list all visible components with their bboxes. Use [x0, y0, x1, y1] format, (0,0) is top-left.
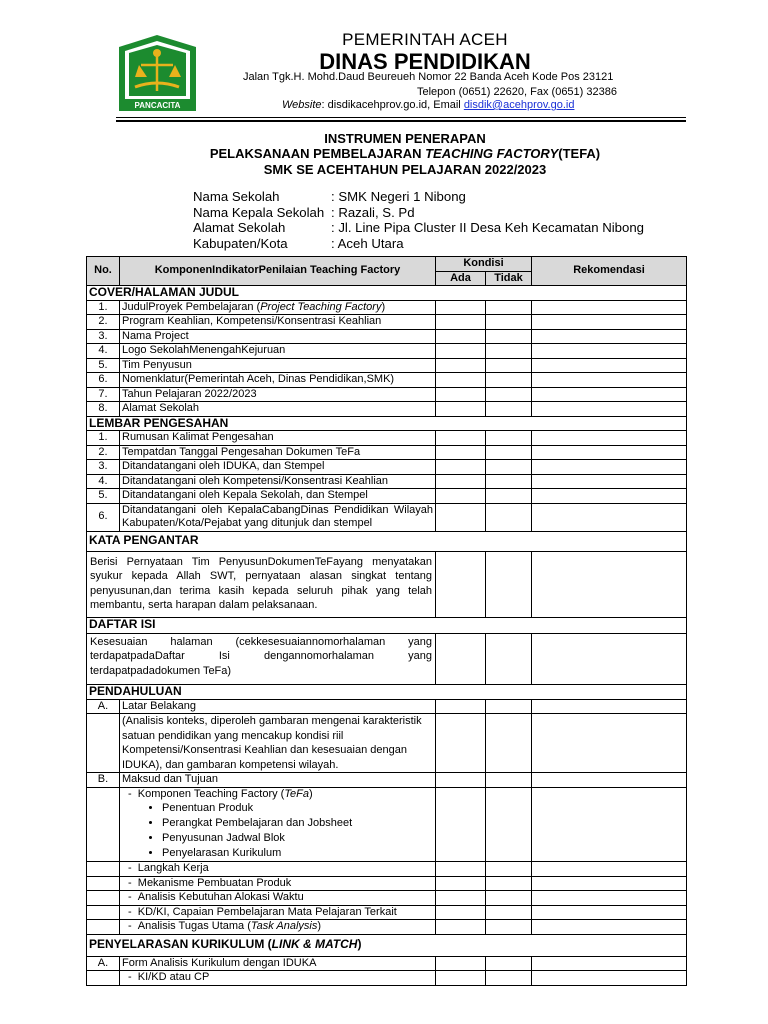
pancacita-logo — [117, 33, 198, 113]
instrument-table — [86, 256, 687, 986]
table-row: - Komponen Teaching Factory (TeFa) • Penentuan Produk • Perangkat Pembelajaran dan Jobsheet • Penyusunan Jadwal Blok • Penyelarasan Kurikulum — [87, 787, 687, 862]
table-row: 3. Nama Project — [87, 329, 687, 344]
table-row: 2. Program Keahlian, Kompetensi/Konsentrasi Keahlian — [87, 315, 687, 330]
table-row: 4. Ditandatangani oleh Kompetensi/Konsentrasi Keahlian — [87, 474, 687, 489]
table-row: Berisi Pernyataan Tim PenyusunDokumenTeFayang menyatakan syukur kepada Allah SWT, pernyataan alasan singkat tentang penyusunan,dan terima kasih kepada seluruh pihak yang telah membantu, serta harapan dalam pelaksanaan. — [87, 551, 687, 617]
table-row: - Analisis Kebutuhan Alokasi Waktu — [87, 891, 687, 906]
header-komponen: KomponenIndikatorPenilaian Teaching Factory — [120, 257, 436, 286]
letterhead-rule-thick — [116, 120, 686, 122]
table-row: B. Maksud dan Tujuan — [87, 773, 687, 788]
table-row: A. Latar Belakang — [87, 699, 687, 714]
info-row: Nama Sekolah : SMK Negeri 1 Nibong — [193, 189, 466, 204]
table-row: 8. Alamat Sekolah — [87, 402, 687, 417]
table-row: - Analisis Tugas Utama (Task Analysis) — [87, 920, 687, 935]
website-line — [282, 99, 574, 111]
section-kata-pengantar: KATA PENGANTAR — [87, 531, 687, 551]
section-daftar-isi: DAFTAR ISI — [87, 617, 687, 633]
address: Jalan Tgk.H. Mohd.Daud Beureueh Nomor 22 Banda Aceh Kode Pos 23121 — [243, 71, 614, 83]
section-pengesahan: LEMBAR PENGESAHAN — [87, 416, 687, 431]
section-kurikulum: PENYELARASAN KURIKULUM (LINK & MATCH) — [87, 934, 687, 956]
department-name: DINAS PENDIDIKAN — [319, 49, 531, 74]
school-info — [193, 189, 644, 251]
table-row: 6. Nomenklatur(Pemerintah Aceh, Dinas Pendidikan,SMK) — [87, 373, 687, 388]
info-row: Alamat Sekolah : Jl. Line Pipa Cluster II Desa Keh Kecamatan Nibong — [193, 220, 645, 235]
header-rekomendasi: Rekomendasi — [532, 257, 687, 286]
table-row: - Langkah Kerja — [87, 862, 687, 877]
doc-title-2: PELAKSANAAN PEMBELAJARAN TEACHING FACTORY(TEFA) — [209, 146, 601, 161]
phone: Telepon (0651) 22620, Fax (0651) 32386 — [417, 86, 617, 98]
table-row: 2. Tempatdan Tanggal Pengesahan Dokumen TeFa — [87, 445, 687, 460]
section-pendahuluan: PENDAHULUAN — [87, 685, 687, 700]
table-row: - Mekanisme Pembuatan Produk — [87, 876, 687, 891]
info-row: Nama Kepala Sekolah : Razali, S. Pd — [193, 204, 415, 220]
table-row: 5. Tim Penyusun — [87, 358, 687, 373]
table-row: 4. Logo SekolahMenengahKejuruan — [87, 344, 687, 359]
doc-title-1: INSTRUMEN PENERAPAN — [324, 131, 486, 146]
table-row: (Analisis konteks, diperoleh gambaran mengenai karakteristik satuan pendidikan yang mencakup kondisi riil Kompetensi/Konsentrasi Keahlian dan kesesuaian dengan IDUKA), dan gambaran kompetensi wilayah. — [87, 714, 687, 773]
website-text: : disdikacehprov.go.id, Email — [321, 99, 464, 111]
komponen-list: • Penentuan Produk • Perangkat Pembelajaran dan Jobsheet • Penyusunan Jadwal Blok • Penyelarasan Kurikulum — [128, 801, 433, 861]
table-row: A. Form Analisis Kurikulum dengan IDUKA — [87, 956, 687, 971]
table-row: 7. Tahun Pelajaran 2022/2023 — [87, 387, 687, 402]
svg-text:PANCACITA: PANCACITA — [134, 101, 181, 110]
header-kondisi: Kondisi — [436, 257, 532, 272]
info-row: Kabupaten/Kota : Aceh Utara — [193, 235, 404, 251]
table-row: 3. Ditandatangani oleh IDUKA, dan Stempel — [87, 460, 687, 475]
website-label: Website — [282, 99, 322, 111]
table-row: Kesesuaian halaman (cekkesesuaiannomorhalaman yang terdapatpadaDaftar Isi dengannomorhalaman yang terdapatpadadokumen TeFa) — [87, 633, 687, 685]
header-tidak: Tidak — [486, 271, 532, 286]
header-ada: Ada — [436, 271, 486, 286]
header-no: No. — [87, 257, 120, 286]
table-row: 6. Ditandatangani oleh KepalaCabangDinas Pendidikan Wilayah Kabupaten/Kota/Pejabat yang ditunjuk dan stempel — [87, 503, 687, 531]
section-cover: COVER/HALAMAN JUDUL — [87, 286, 687, 301]
government-name: PEMERINTAH ACEH — [342, 30, 508, 49]
table-row: 1. JudulProyek Pembelajaran (Project Teaching Factory) — [87, 300, 687, 315]
email-link[interactable]: disdik@acehprov.go.id — [463, 99, 575, 111]
table-row: - KD/KI, Capaian Pembelajaran Mata Pelajaran Terkait — [87, 905, 687, 920]
table-row: 5. Ditandatangani oleh Kepala Sekolah, dan Stempel — [87, 489, 687, 504]
table-row: - KI/KD atau CP — [87, 971, 687, 986]
doc-title-3: SMK SE ACEHTAHUN PELAJARAN 2022/2023 — [263, 162, 547, 177]
table-row: 1. Rumusan Kalimat Pengesahan — [87, 431, 687, 446]
letterhead-rule — [116, 117, 686, 118]
